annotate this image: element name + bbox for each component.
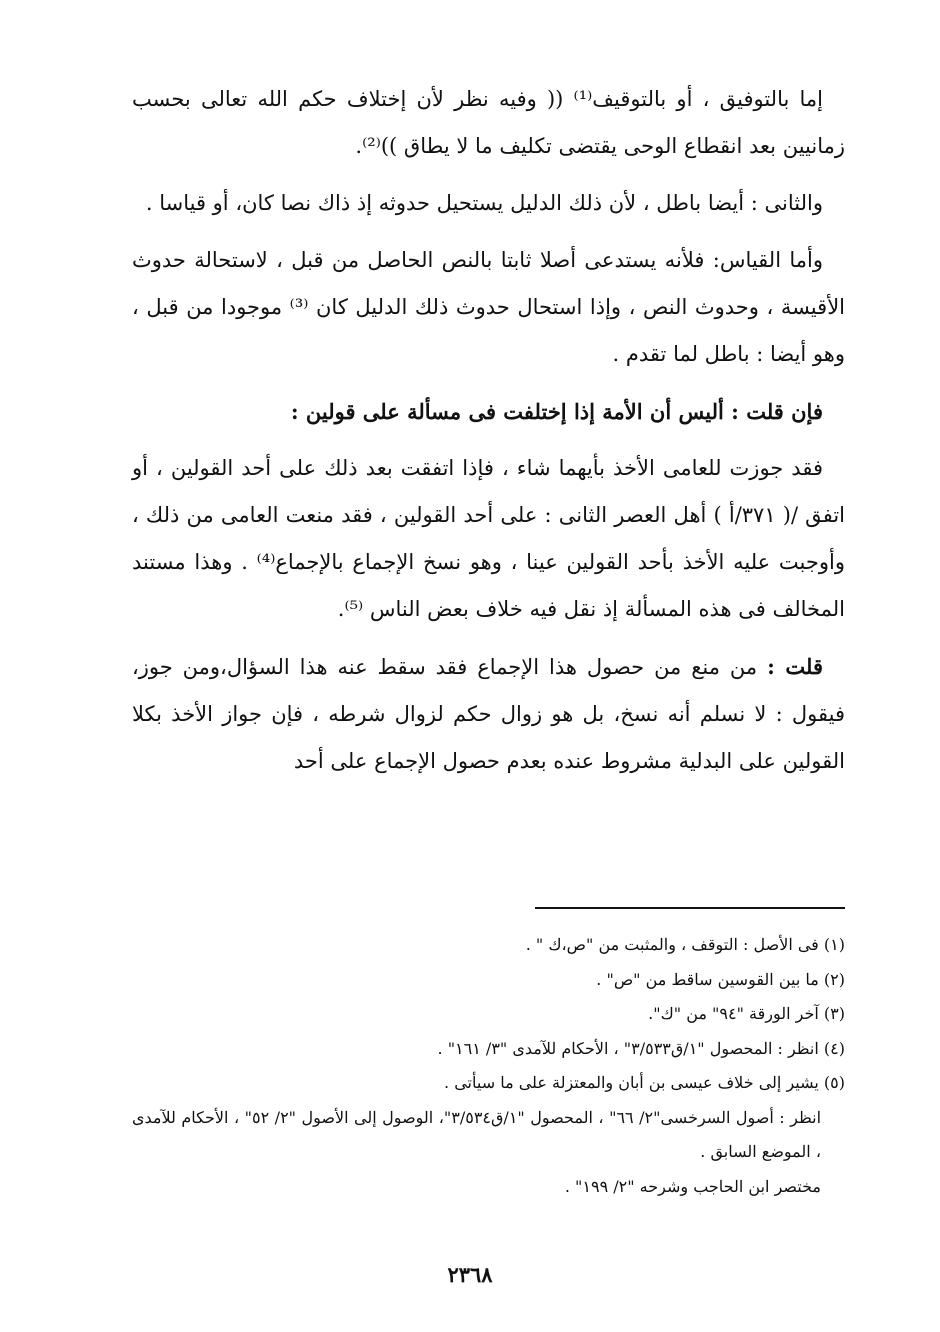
paragraph-2: والثانى : أيضا باطل ، لأن ذلك الدليل يستحيل حدوثه إذ ذاك نصا كان، أو قياسا . bbox=[145, 191, 823, 215]
objection-text: أليس أن الأمة إذا إختلفت فى مسألة على قولين : bbox=[290, 399, 732, 424]
footnote-5-continuation-2: مختصر ابن الحاجب وشرحه "٢/ ١٩٩" . bbox=[564, 1176, 821, 1196]
footnote-5: (٥) يشير إلى خلاف عيسى بن أبان والمعتزلة على ما سيأتى . bbox=[444, 1073, 845, 1092]
objection-lead: فإن قلت : bbox=[731, 399, 823, 424]
page-number: ٢٣٦٨ bbox=[447, 1262, 493, 1287]
footnote-1: (١) فى الأصل : التوقف ، والمثبت من "ص،ك " . bbox=[525, 935, 845, 954]
paragraph-1: إما بالتوفيق ، أو بالتوقيف⁽¹⁾ (( وفيه نظر لأن إختلاف حكم الله تعالى بحسب زمانيين بعد انقطاع الوحى يقتضى تكليف ما لا يطاق ))⁽²⁾. bbox=[132, 87, 845, 158]
paragraph-3: وأما القياس: فلأنه يستدعى أصلا ثابتا بالنص الحاصل من قبل ، لاستحالة حدوث الأقيسة ، وحدوث النص ، وإذا استحال حدوث ذلك الدليل كان ⁽³⁾ موجودا من قبل ، وهو أيضا : باطل لما تقدم . bbox=[132, 248, 845, 366]
main-text bbox=[132, 76, 845, 785]
paragraph-4 bbox=[132, 388, 845, 435]
reply-text: من منع من حصول هذا الإجماع فقد سقط عنه هذا السؤال،ومن جوز، فيقول : لا نسلم أنه نسخ، بل هو زوال حكم لزوال شرطه ، فإن جواز الأخذ بكلا القولين على البدلية مشروط عنده بعدم حصول الإجماع على أحد bbox=[132, 655, 845, 773]
footnotes bbox=[132, 928, 845, 1204]
footnote-3: (٣) آخر الورقة "٩٤" من "ك". bbox=[648, 1004, 845, 1023]
paragraph-5: فقد جوزت للعامى الأخذ بأيهما شاء ، فإذا اتفقت بعد ذلك على أحد القولين ، أو اتفق /( ٣٧١/أ ) أهل العصر الثانى : على أحد القولين ، فقد منعت العامى من ذلك ، وأوجبت عليه الأخذ بأحد القولين عينا ، وهو نسخ الإجماع بالإجماع⁽⁴⁾ . وهذا مستند المخالف فى هذه المسألة إذ نقل فيه خلاف بعض الناس ⁽⁵⁾. bbox=[132, 456, 845, 621]
footnote-4: (٤) انظر : المحصول "١/ق٣/٥٣٣" ، الأحكام للآمدى "٣/ ١٦١" . bbox=[437, 1038, 845, 1058]
footnote-5-continuation: انظر : أصول السرخسى"٢/ ٦٦" ، المحصول "١/ق٣/٥٣٤"، الوصول إلى الأصول "٢/ ٥٢" ، الأحكام للآمدى ، الموضع السابق . bbox=[132, 1107, 822, 1161]
paragraph-6 bbox=[132, 643, 845, 785]
footnote-2: (٢) ما بين القوسين ساقط من "ص" . bbox=[596, 969, 845, 989]
footnote-divider bbox=[535, 907, 845, 909]
reply-lead: قلت : bbox=[767, 654, 823, 679]
